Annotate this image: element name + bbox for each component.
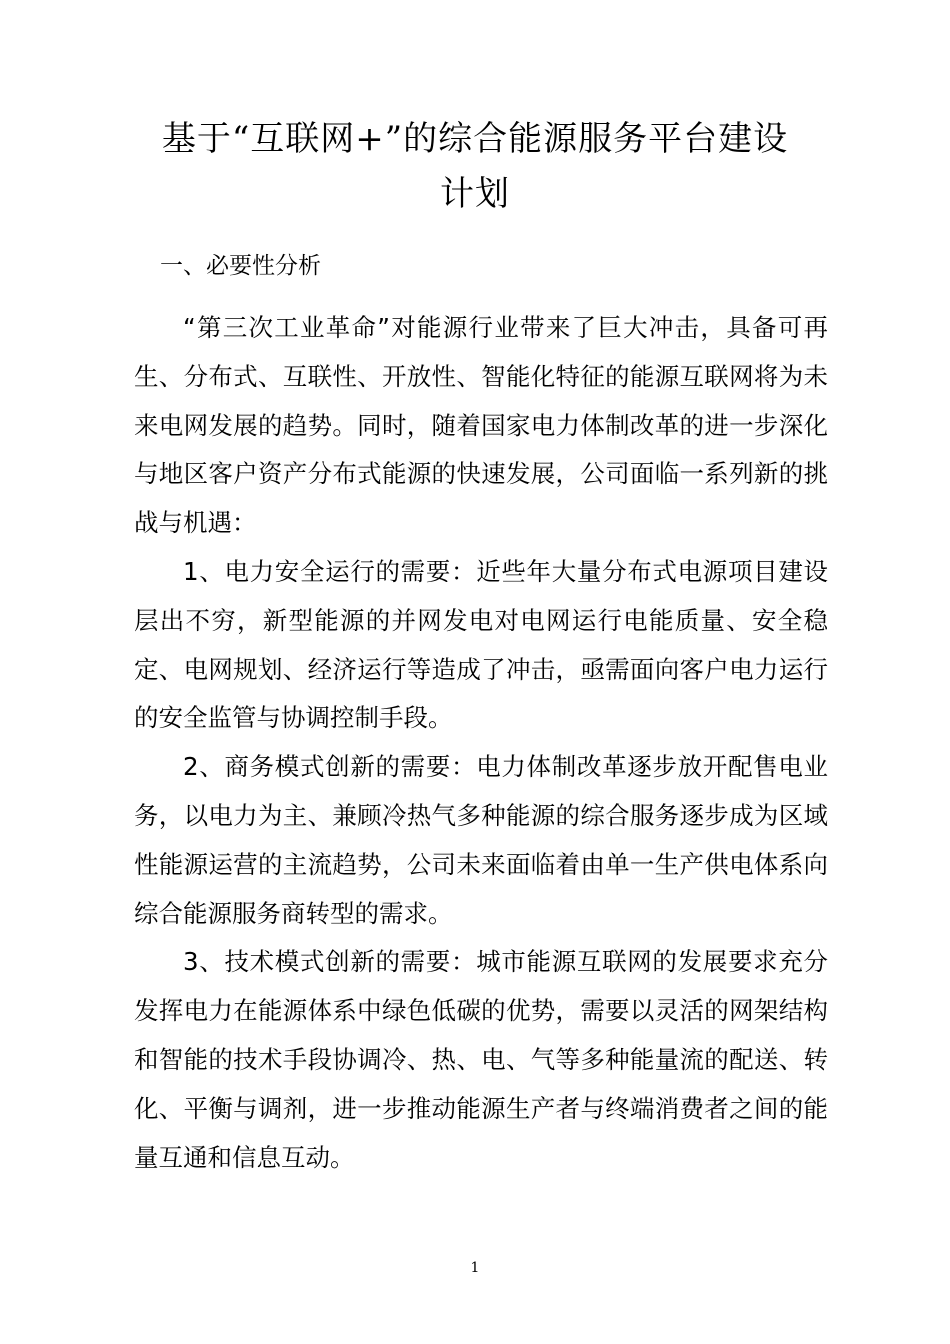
page-number: 1: [470, 1260, 480, 1276]
paragraph-intro: “第三次工业革命”对能源行业带来了巨大冲击，具备可再生、分布式、互联性、开放性、智能化特征的能源互联网将为未来电网发展的趋势。同时，随着国家电力体制改革的进一步深化与地区客户资产分布式能源的快速发展，公司面临一系列新的挑战与机遇：: [134, 313, 828, 538]
title-line-1: 基于“互联网+”的综合能源服务平台建设: [161, 119, 789, 159]
paragraph-item-1: 1、电力安全运行的需要：近些年大量分布式电源项目建设层出不穷，新型能源的并网发电对电网运行电能质量、安全稳定、电网规划、经济运行等造成了冲击，亟需面向客户电力运行的安全监管与协调控制手段。: [134, 556, 828, 733]
section-heading: 一、必要性分析: [160, 253, 321, 279]
title-line-2: 计划: [440, 174, 510, 214]
paragraph-item-2: 2、商务模式创新的需要：电力体制改革逐步放开配售电业务，以电力为主、兼顾冷热气多种能源的综合服务逐步成为区域性能源运营的主流趋势，公司未来面临着由单一生产供电体系向综合能源服务商转型的需求。: [134, 752, 828, 928]
document-body: [134, 304, 828, 1182]
document-title: [120, 112, 830, 222]
paragraph-item-3: 3、技术模式创新的需要：城市能源互联网的发展要求充分发挥电力在能源体系中绿色低碳的优势，需要以灵活的网架结构和智能的技术手段协调冷、热、电、气等多种能量流的配送、转化、平衡与调剂，进一步推动能源生产者与终端消费者之间的能量互通和信息互动。: [134, 947, 828, 1172]
